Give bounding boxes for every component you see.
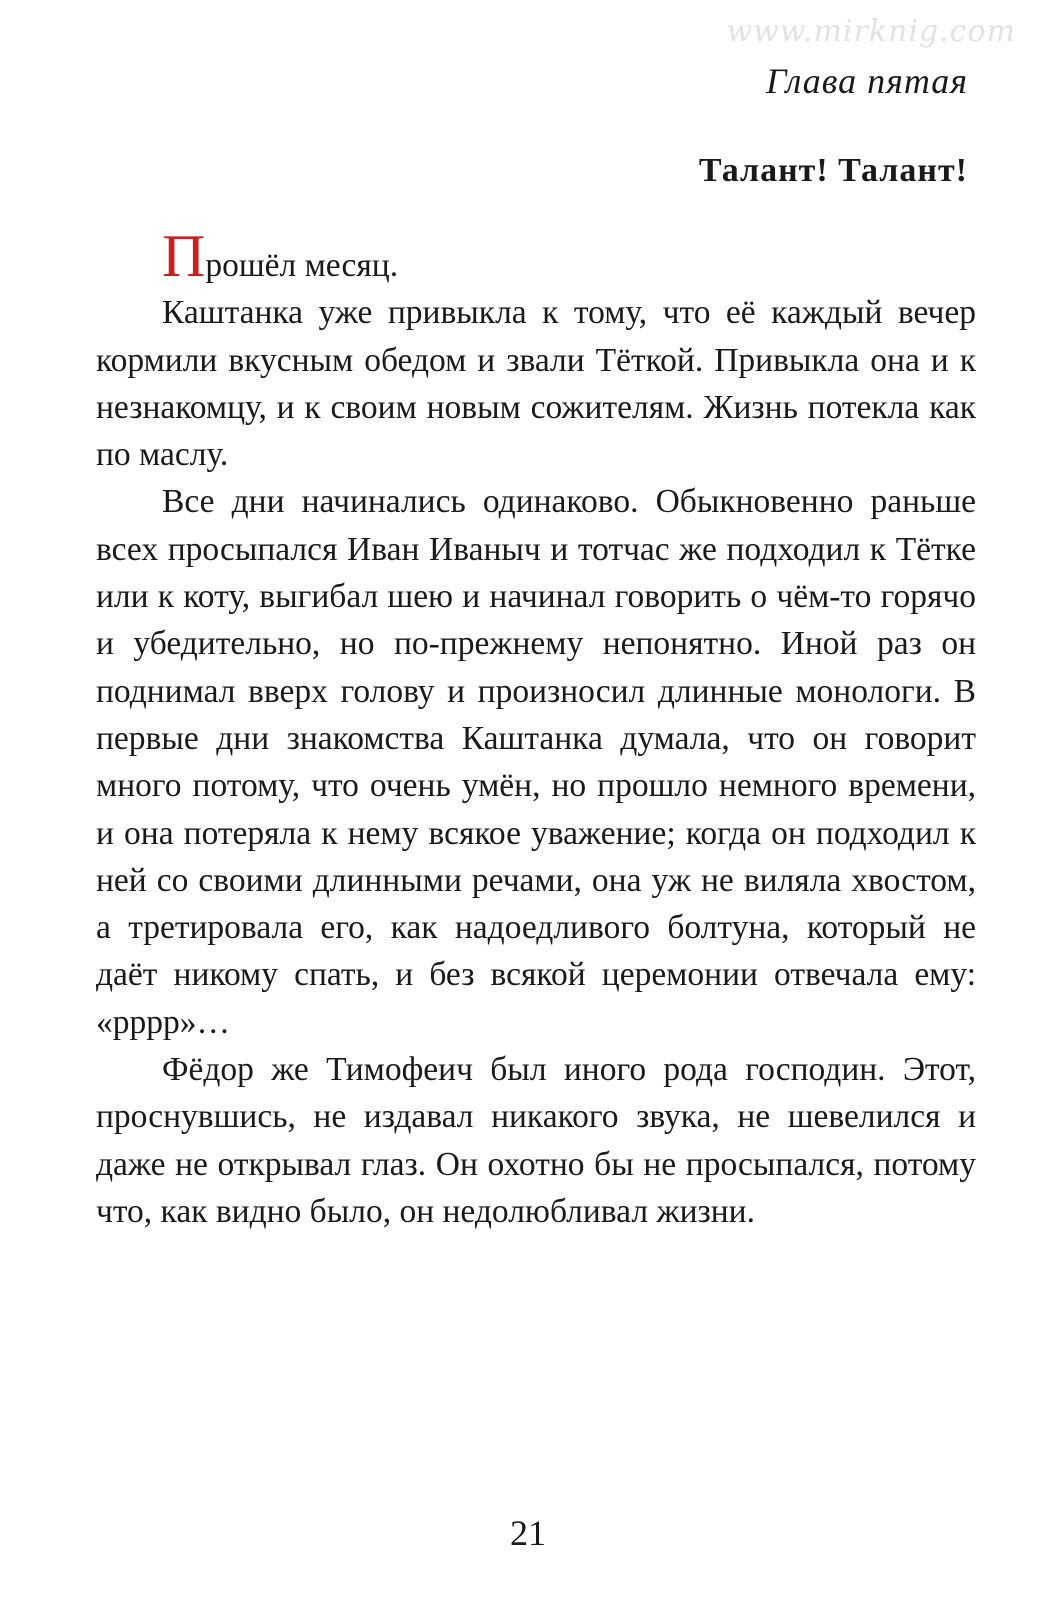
drop-cap: П (162, 223, 206, 289)
chapter-heading: Глава пятая (766, 61, 968, 101)
paragraph: Фёдор же Тимофеич был иного рода господин. Этот, проснувшись, не издавал никакого звука, не шевелился и даже не открывал глаз. Он охотно бы не просыпался, потому что, как видно было, он недолюбливал жизни. (96, 1051, 976, 1230)
paragraph: Все дни начинались одинаково. Обыкновенно раньше всех просыпался Иван Иваныч и тотчас же подходил к Тётке или к коту, выгибал шею и начинал говорить о чём-то горячо и убедительно, но по-прежнему непонятно. Иной раз он поднимал вверх голову и произносил длинные монологи. В первые дни знакомства Каштанка думала, что он говорит много потому, что очень умён, но прошло немного времени, и она потеряла к нему всякое уважение; когда он подходил к ней со своими длинными речами, она уж не виляла хвостом, а третировала его, как надоедливого болтуна, который не даёт никому спать, и без всякой церемонии отвечала ему: «рррр»… (96, 483, 976, 1041)
paragraph-opening (96, 223, 976, 289)
page-number: 21 (510, 1513, 546, 1553)
paragraph-opening-text: рошёл месяц. (205, 247, 399, 284)
paragraph: Каштанка уже привыкла к тому, что её каждый вечер кормили вкусным обедом и звали Тёткой. Привыкла она и к незнакомцу, и к своим новым сожителям. Жизнь потекла как по маслу. (96, 294, 976, 474)
watermark-logo: www.mirknig.com (726, 14, 1016, 49)
body-text (96, 223, 976, 1235)
chapter-title: Талант! Талант! (698, 152, 968, 189)
